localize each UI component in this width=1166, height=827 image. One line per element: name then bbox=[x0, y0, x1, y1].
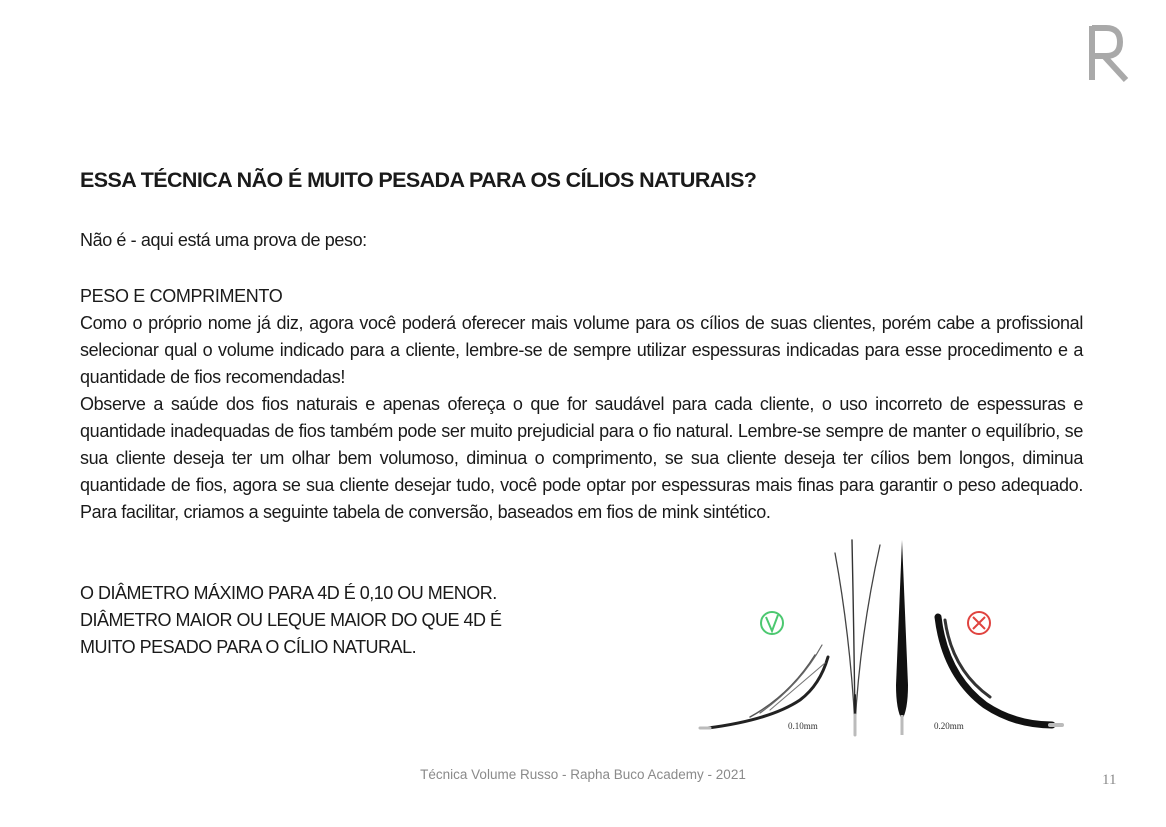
weight-length-section bbox=[80, 283, 1083, 526]
warning-line-3: MUITO PESADO PARA O CÍLIO NATURAL. bbox=[80, 637, 417, 657]
warning-line-1: O DIÂMETRO MÁXIMO PARA 4D É 0,10 OU MENOR. bbox=[80, 583, 497, 603]
brand-logo bbox=[1086, 22, 1136, 84]
page-heading: ESSA TÉCNICA NÃO É MUITO PESADA PARA OS CÍLIOS NATURAIS? bbox=[80, 168, 757, 192]
section-paragraph-1: Como o próprio nome já diz, agora você poderá oferecer mais volume para os cílios de suas clientes, porém cabe a profissional selecionar qual o volume indicado para a cliente, lembre-se de sempre utilizar espessuras indicadas para esse procedimento e a quantidade de fios recomendadas! bbox=[80, 313, 1083, 387]
section-paragraph-2: Observe a saúde dos fios naturais e apenas ofereça o que for saudável para cada cliente, o uso incorreto de espessuras e quantidade inadequadas de fios também pode ser muito prejudicial para o fio natural. Lembre-se sempre de manter o equilíbrio, se sua cliente deseja ter um olhar bem volumoso, diminua o comprimento, se sua cliente deseja ter cílios bem longos, diminua quantidade de fios, agora se sua cliente desejar tudo, você pode optar por espessuras mais finas para garantir o peso adequado. Para facilitar, criamos a seguinte tabela de conversão, baseados em fios de mink sintético. bbox=[80, 394, 1083, 522]
thick-fan-vertical bbox=[896, 540, 908, 735]
thin-fan-vertical bbox=[835, 540, 880, 735]
page-number: 11 bbox=[1102, 772, 1117, 788]
thick-diameter-label: 0.20mm bbox=[934, 721, 964, 731]
thin-diameter-label: 0.10mm bbox=[788, 721, 818, 731]
x-circle-icon bbox=[968, 612, 990, 634]
lash-comparison-svg bbox=[690, 535, 1080, 750]
check-circle-icon bbox=[761, 612, 783, 634]
intro-text: Não é - aqui está uma prova de peso: bbox=[80, 230, 367, 250]
lash-comparison-illustration bbox=[690, 535, 1080, 750]
thin-lash-fan bbox=[700, 645, 828, 728]
thick-lash-fan bbox=[938, 617, 1062, 725]
footer-text: Técnica Volume Russo - Rapha Buco Academy - 2021 bbox=[420, 767, 746, 782]
diameter-warning bbox=[80, 580, 550, 661]
section-title: PESO E COMPRIMENTO bbox=[80, 286, 283, 306]
warning-line-2: DIÂMETRO MAIOR OU LEQUE MAIOR DO QUE 4D É bbox=[80, 610, 502, 630]
